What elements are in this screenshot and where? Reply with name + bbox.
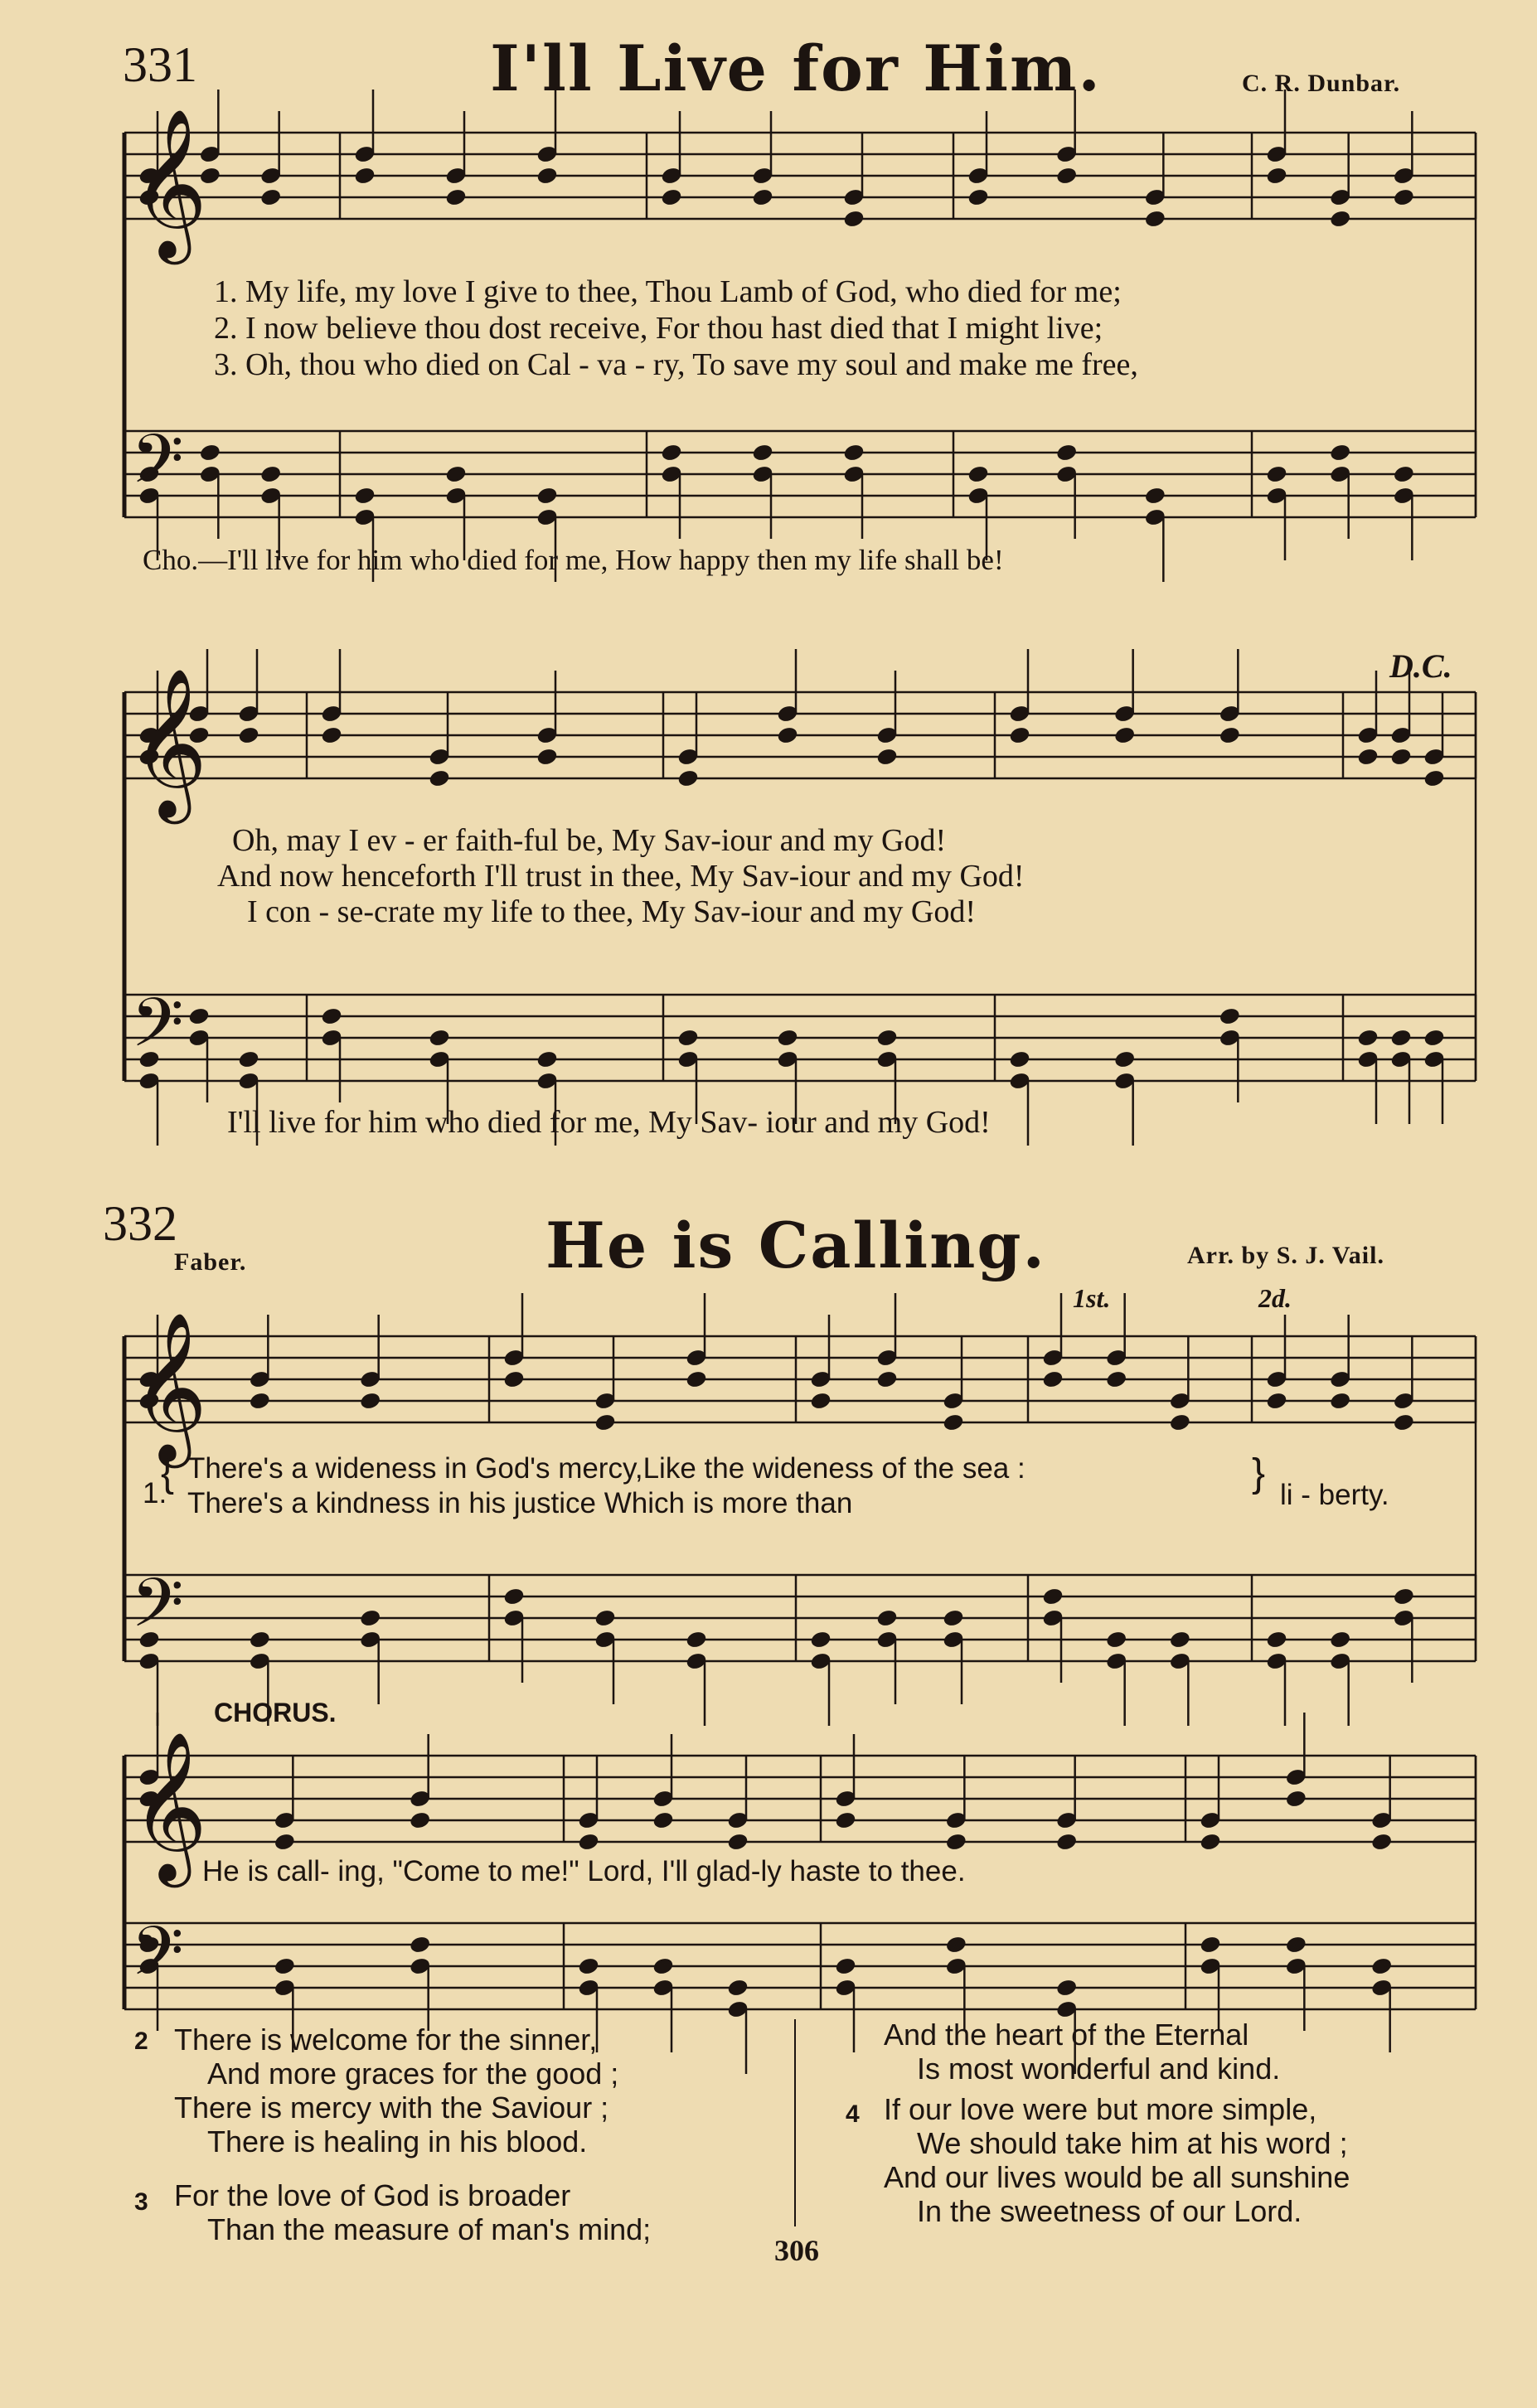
note-head: [445, 188, 467, 207]
stanza-3-continued: [846, 2018, 1525, 2092]
note-head: [594, 1609, 616, 1628]
note-head: [1393, 1587, 1414, 1606]
note-head: [1144, 487, 1166, 506]
note-head: [1219, 1007, 1240, 1026]
clef-symbol: 𝄢: [131, 984, 184, 1079]
note-head: [260, 465, 282, 484]
note-head: [1056, 443, 1078, 463]
stanza-number: 4: [846, 2100, 860, 2128]
note-head: [1106, 1370, 1127, 1389]
note-head: [578, 1833, 599, 1852]
second-line-3: I con - se-crate my life to thee, My Sav-iour and my God!: [247, 894, 977, 929]
note-head: [1266, 465, 1287, 484]
note-head: [1330, 1392, 1351, 1411]
note-head: [752, 188, 773, 207]
note-head: [677, 769, 699, 788]
hymn-title-332: He is Calling.: [545, 1209, 1046, 1282]
note-head: [777, 1029, 798, 1048]
note-head: [943, 1609, 964, 1628]
note-head: [727, 1833, 749, 1852]
note-head: [536, 487, 558, 506]
note-head: [1266, 167, 1287, 186]
note-head: [1393, 1413, 1414, 1432]
dc-mark: D.C.: [1389, 647, 1452, 685]
note-head: [1200, 1936, 1221, 1955]
verse1-line-a: There's a wideness in God's mercy,Like the wideness of the sea :: [187, 1452, 1025, 1485]
note-head: [536, 748, 558, 767]
note-head: [1056, 167, 1078, 186]
note-head: [652, 1811, 674, 1830]
verse-line-2: 2. I now believe thou dost receive, For thou hast died that I might live;: [214, 311, 1103, 346]
note-head: [1106, 1630, 1127, 1650]
note-head: [354, 167, 376, 186]
note-head: [274, 1957, 295, 1976]
stanza-line: There is healing in his blood.: [207, 2125, 588, 2158]
note-head: [199, 443, 221, 463]
column-divider: [794, 2019, 796, 2226]
note-head: [354, 487, 376, 506]
stanza-line: There is welcome for the sinner,: [174, 2023, 598, 2057]
first-ending-label: 1st.: [1073, 1283, 1111, 1313]
note-head: [274, 1833, 295, 1852]
stanza-3: [134, 2178, 781, 2261]
note-head: [943, 1413, 964, 1432]
note-head: [1169, 1630, 1190, 1650]
clef-symbol: 𝄢: [131, 420, 184, 516]
note-head: [360, 1392, 381, 1411]
note-head: [1042, 1587, 1064, 1606]
page-number: 306: [774, 2234, 819, 2267]
note-head: [1390, 748, 1412, 767]
note-head: [578, 1957, 599, 1976]
note-head: [810, 1630, 832, 1650]
brace-right: }: [1252, 1451, 1266, 1495]
stanza-line: And more graces for the good ;: [207, 2057, 619, 2091]
clef-symbol: 𝄞: [131, 107, 208, 258]
note-head: [410, 1936, 431, 1955]
note-head: [810, 1392, 832, 1411]
stanza-number: 2: [134, 2028, 148, 2055]
stanzas-right: [846, 2018, 1525, 2241]
note-head: [536, 167, 558, 186]
note-head: [321, 726, 342, 745]
note-head: [249, 1630, 270, 1650]
note-head: [777, 726, 798, 745]
clef-symbol: 𝄢: [131, 1912, 184, 2008]
note-head: [503, 1370, 525, 1389]
note-head: [686, 1370, 707, 1389]
hymn-title: I'll Live for Him.: [490, 31, 1102, 105]
note-head: [1371, 1957, 1393, 1976]
bass-lyric-line: I'll live for him who died for me, My Sav- iour and my God!: [227, 1105, 991, 1140]
clef-symbol: 𝄞: [131, 1311, 208, 1461]
note-head: [1009, 726, 1030, 745]
note-head: [260, 188, 282, 207]
note-head: [321, 1007, 342, 1026]
note-head: [445, 465, 467, 484]
clef-symbol: 𝄞: [131, 666, 208, 817]
clef-symbol: 𝄢: [131, 1564, 184, 1659]
stanza-line: For the love of God is broader: [174, 2178, 571, 2212]
note-head: [1390, 1029, 1412, 1048]
note-head: [1144, 210, 1166, 229]
note-head: [1042, 1370, 1064, 1389]
note-head: [1330, 1630, 1351, 1650]
second-line-1: Oh, may I ev - er faith-ful be, My Sav-iour and my God!: [232, 823, 947, 858]
note-head: [1423, 769, 1445, 788]
note-head: [249, 1392, 270, 1411]
note-head: [238, 726, 259, 745]
stanza-line: If our love were but more simple,: [884, 2092, 1317, 2126]
note-head: [945, 1833, 967, 1852]
stanza-4: [846, 2092, 1525, 2241]
note-head: [410, 1811, 431, 1830]
note-head: [1285, 1790, 1307, 1809]
stanza-line: And our lives would be all sunshine: [884, 2160, 1350, 2194]
note-head: [843, 443, 865, 463]
note-head: [594, 1413, 616, 1432]
brace-left: {: [161, 1451, 175, 1495]
verse-line-3: 3. Oh, thou who died on Cal - va - ry, To save my soul and make me free,: [214, 347, 1138, 382]
note-head: [1114, 726, 1136, 745]
note-head: [1357, 1029, 1379, 1048]
note-head: [238, 1050, 259, 1069]
stanza-number: 3: [134, 2188, 148, 2216]
hymn-author: C. R. Dunbar.: [1242, 70, 1401, 97]
note-head: [652, 1957, 674, 1976]
note-head: [843, 210, 865, 229]
note-head: [1200, 1833, 1221, 1852]
hymn-author-left: Faber.: [174, 1248, 247, 1276]
stanza-line: In the sweetness of our Lord.: [917, 2194, 1302, 2228]
hymn-number: 331: [123, 37, 197, 92]
note-head: [1114, 1050, 1136, 1069]
stanza-line: And the heart of the Eternal: [884, 2018, 1249, 2052]
note-head: [1056, 1833, 1078, 1852]
note-head: [661, 443, 682, 463]
note-head: [1169, 1413, 1190, 1432]
note-head: [503, 1587, 525, 1606]
note-head: [1285, 1936, 1307, 1955]
verse1-line-b: There's a kindness in his justice Which is more than: [187, 1487, 853, 1519]
note-head: [677, 1029, 699, 1048]
verse-line-1: 1. My life, my love I give to thee, Thou Lamb of God, who died for me;: [214, 274, 1122, 309]
stanzas-left: [134, 2023, 781, 2261]
note-head: [876, 1609, 898, 1628]
note-head: [967, 188, 989, 207]
note-head: [967, 465, 989, 484]
hymn-number-332: 332: [103, 1196, 177, 1251]
stanza-line: We should take him at his word ;: [917, 2126, 1348, 2160]
note-head: [429, 769, 450, 788]
clef-symbol: 𝄞: [131, 1730, 208, 1881]
note-head: [876, 748, 898, 767]
note-head: [1056, 1979, 1078, 1998]
hymn-arranger: Arr. by S. J. Vail.: [1187, 1242, 1384, 1269]
note-head: [188, 1007, 210, 1026]
note-head: [1219, 726, 1240, 745]
note-head: [1330, 443, 1351, 463]
note-head: [360, 1609, 381, 1628]
note-head: [661, 188, 682, 207]
note-head: [876, 1029, 898, 1048]
stanza-line: There is mercy with the Saviour ;: [174, 2091, 609, 2125]
note-head: [686, 1630, 707, 1650]
stanza-2: [134, 2023, 781, 2172]
note-head: [727, 1979, 749, 1998]
note-head: [536, 1050, 558, 1069]
note-head: [1423, 1029, 1445, 1048]
stanza-line: Is most wonderful and kind.: [917, 2052, 1281, 2086]
note-head: [835, 1811, 856, 1830]
note-head: [752, 443, 773, 463]
note-head: [945, 1936, 967, 1955]
note-head: [1357, 748, 1379, 767]
note-head: [1009, 1050, 1030, 1069]
note-head: [1330, 210, 1351, 229]
verse-number: 1.: [143, 1477, 167, 1509]
stanza-line: Than the measure of man's mind;: [207, 2212, 652, 2246]
note-head: [1393, 465, 1414, 484]
note-head: [876, 1370, 898, 1389]
note-head: [1266, 1392, 1287, 1411]
second-ending-label: 2d.: [1258, 1283, 1292, 1313]
note-head: [1266, 1630, 1287, 1650]
note-head: [1371, 1833, 1393, 1852]
second-line-2: And now henceforth I'll trust in thee, My Sav-iour and my God!: [217, 859, 1025, 894]
verse1-end: li - berty.: [1280, 1479, 1389, 1511]
note-head: [1393, 188, 1414, 207]
note-head: [835, 1957, 856, 1976]
chorus-line: Cho.—I'll live for him who died for me, How happy then my life shall be!: [143, 544, 1004, 576]
chorus-lyrics: He is call- ing, "Come to me!" Lord, I'll glad-ly haste to thee.: [202, 1855, 966, 1887]
chorus-label: CHORUS.: [214, 1698, 337, 1727]
note-head: [429, 1029, 450, 1048]
